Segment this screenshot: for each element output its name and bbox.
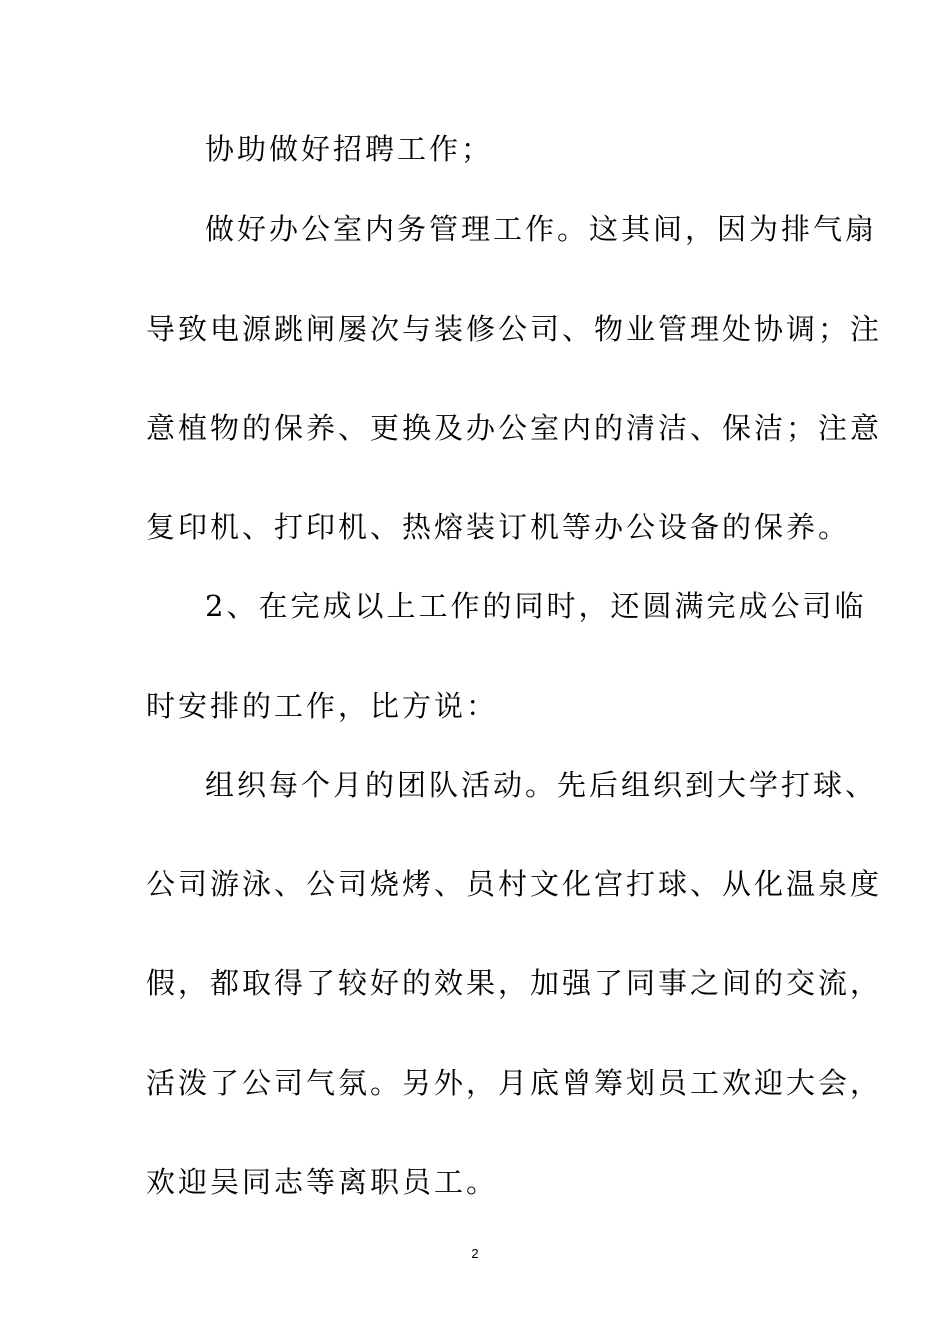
text-line: 假，都取得了较好的效果，加强了同事之间的交流，	[146, 966, 883, 1000]
text-line: 欢迎吴同志等离职员工。	[146, 1165, 499, 1199]
text-line: 2、在完成以上工作的同时，还圆满完成公司临	[205, 589, 867, 623]
text-line: 意植物的保养、更换及办公室内的清洁、保洁；注意	[146, 411, 883, 445]
text-line: 协助做好招聘工作；	[205, 132, 494, 166]
text-line: 复印机、打印机、热熔装订机等办公设备的保养。	[146, 510, 851, 544]
text-line: 做好办公室内务管理工作。这其间，因为排气扇	[205, 212, 878, 246]
text-line: 导致电源跳闸屡次与装修公司、物业管理处协调；注	[146, 312, 883, 346]
text-line: 组织每个月的团队活动。先后组织到大学打球、	[205, 768, 878, 802]
text-line: 活泼了公司气氛。另外，月底曾筹划员工欢迎大会，	[146, 1066, 883, 1100]
text-line: 公司游泳、公司烧烤、员村文化宫打球、从化温泉度	[146, 867, 883, 901]
text-line: 时安排的工作，比方说：	[146, 689, 499, 723]
page-number: 2	[471, 1246, 479, 1261]
